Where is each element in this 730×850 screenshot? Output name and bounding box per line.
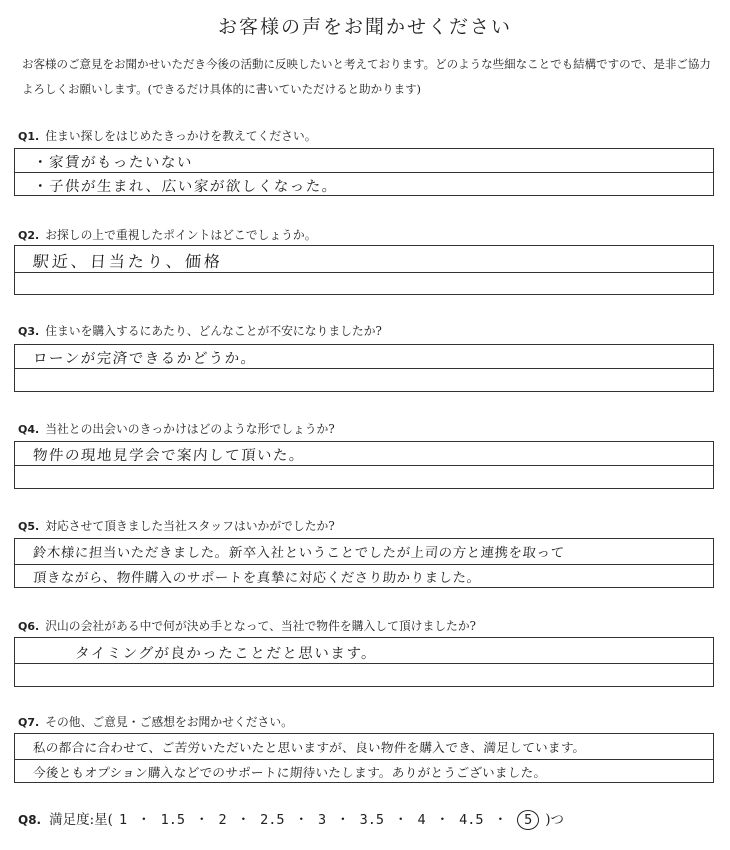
page-title: お客様の声をお聞かせください bbox=[217, 16, 512, 38]
question-text: 沢山の会社がある中で何が決め手となって、当社で物件を購入して頂けましたか? bbox=[45, 619, 476, 633]
rating-option[interactable]: 2.5 bbox=[260, 812, 285, 828]
answer-box-6[interactable] bbox=[14, 637, 714, 687]
rating-separator: ・ bbox=[236, 812, 251, 828]
question-7 bbox=[18, 713, 293, 730]
rating-option[interactable]: 1.5 bbox=[160, 812, 185, 828]
question-6 bbox=[18, 617, 476, 634]
answer-box-4[interactable] bbox=[14, 441, 714, 489]
answer-line: 頂きながら、物件購入のサポートを真摯に対応くださり助かりました。 bbox=[32, 571, 482, 586]
question-text: 住まいを購入するにあたり、どんなことが不安になりましたか? bbox=[45, 324, 382, 338]
answer-line: 物件の現地見学会で案内して頂いた。 bbox=[32, 448, 306, 464]
rating-separator: ・ bbox=[194, 812, 209, 828]
question-number: Q4. bbox=[18, 423, 40, 436]
answer-line: ・家賃がもったいない bbox=[32, 155, 194, 171]
rating-label: 満足度:星( bbox=[49, 812, 113, 828]
rating-separator: ・ bbox=[336, 812, 350, 828]
intro-text: お客様のご意見をお聞かせいただき今後の活動に反映したいと考えております。どのような些細なことでも結構ですので、是非ご協力よろしくお願いします。(できるだけ具体的に書いていただけると助かります) bbox=[22, 57, 711, 96]
answer-box-2[interactable] bbox=[14, 245, 714, 295]
rating-option[interactable]: 1 bbox=[118, 812, 128, 828]
answer-line: 鈴木様に担当いただきました。新卒入社ということでしたが上司の方と連携を取って bbox=[32, 546, 566, 561]
rating-option[interactable]: 3.5 bbox=[359, 812, 385, 828]
answer-box-5[interactable] bbox=[14, 538, 714, 588]
question-1 bbox=[18, 127, 317, 144]
rating-separator: ・ bbox=[493, 812, 508, 828]
question-text: 当社との出会いのきっかけはどのような形でしょうか? bbox=[45, 422, 335, 436]
question-4 bbox=[18, 420, 335, 437]
rating-separator: ・ bbox=[137, 812, 151, 828]
question-text: お探しの上で重視したポイントはどこでしょうか。 bbox=[45, 228, 317, 242]
rating-options bbox=[113, 812, 545, 828]
answer-line: ・子供が生まれ、広い家が欲しくなった。 bbox=[32, 179, 339, 195]
rating-option[interactable]: 3 bbox=[318, 812, 327, 828]
question-number: Q1. bbox=[18, 130, 40, 143]
question-number: Q6. bbox=[18, 620, 40, 633]
answer-line: 私の都合に合わせて、ご苦労いただいたと思いますが、良い物件を購入でき、満足しています。 bbox=[32, 740, 587, 755]
rating-separator: ・ bbox=[294, 812, 308, 828]
question-8 bbox=[18, 808, 564, 830]
question-number: Q8. bbox=[18, 813, 42, 827]
rating-separator: ・ bbox=[394, 812, 408, 828]
answer-line: 駅近、日当たり、価格 bbox=[32, 252, 224, 271]
question-number: Q3. bbox=[18, 325, 40, 338]
rating-separator: ・ bbox=[435, 812, 450, 828]
question-3 bbox=[18, 322, 382, 339]
question-2 bbox=[18, 226, 317, 243]
question-text: 対応させて頂きました当社スタッフはいかがでしたか? bbox=[45, 519, 335, 533]
question-text: その他、ご意見・ご感想をお聞かせください。 bbox=[45, 715, 293, 729]
rating-option[interactable]: 4 bbox=[417, 812, 426, 828]
answer-line: タイミングが良かったことだと思います。 bbox=[74, 646, 378, 662]
rating-suffix: )つ bbox=[545, 812, 564, 828]
answer-box-1[interactable] bbox=[14, 148, 714, 196]
answer-box-3[interactable] bbox=[14, 344, 714, 392]
rating-option[interactable]: 4.5 bbox=[459, 812, 484, 828]
answer-line: 今後ともオプション購入などでのサポートに期待いたします。ありがとうございました。 bbox=[32, 765, 548, 780]
question-number: Q5. bbox=[18, 520, 40, 533]
question-number: Q2. bbox=[18, 229, 40, 242]
rating-option-selected[interactable]: 5 bbox=[517, 810, 539, 830]
answer-line: ローンが完済できるかどうか。 bbox=[32, 351, 258, 367]
question-5 bbox=[18, 517, 335, 534]
question-text: 住まい探しをはじめたきっかけを教えてください。 bbox=[45, 129, 317, 143]
answer-box-7[interactable] bbox=[14, 733, 714, 783]
question-number: Q7. bbox=[18, 716, 40, 729]
rating-option[interactable]: 2 bbox=[218, 812, 227, 828]
